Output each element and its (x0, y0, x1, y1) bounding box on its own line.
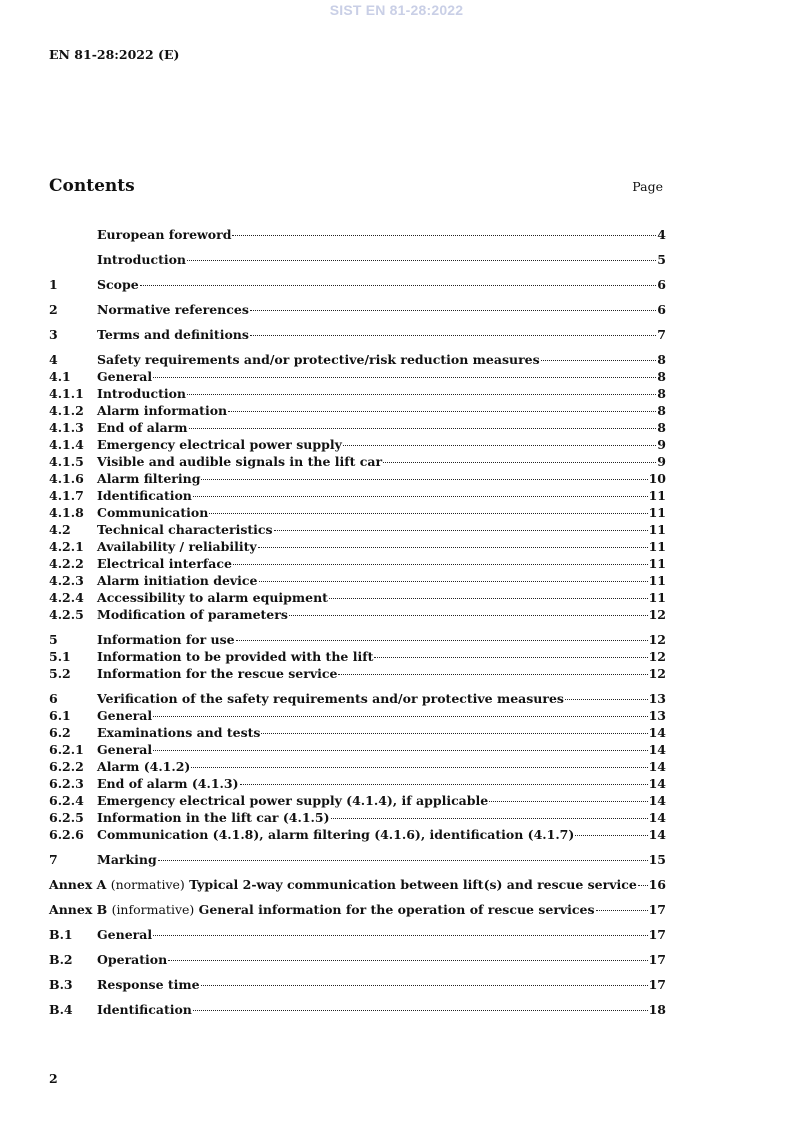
toc-entry-page: 14 (648, 742, 666, 757)
toc-entry-title: Safety requirements and/or protective/risk reduction measures (97, 352, 540, 367)
toc-annex-entry[interactable] (49, 876, 666, 893)
toc-entry-number: 4.2 (49, 522, 71, 537)
toc-entry[interactable] (49, 758, 666, 775)
annex-title: Typical 2-way communication between lift(s) and rescue service (189, 877, 637, 892)
toc-entry-page: 18 (648, 1002, 666, 1017)
toc-entry-number: 6.2.6 (49, 827, 84, 842)
toc-entry-page: 8 (657, 352, 666, 367)
toc-entry-title: Alarm information (97, 403, 228, 418)
toc-entry-number: 7 (49, 852, 58, 867)
toc-entry-number: 4.1.3 (49, 420, 84, 435)
toc-entry-number: 4.1.7 (49, 488, 84, 503)
dot-leader (289, 615, 648, 616)
dot-leader (201, 985, 648, 986)
toc-entry-page: 12 (648, 649, 666, 664)
toc-entry-number: 4 (49, 352, 58, 367)
dot-leader (232, 235, 656, 236)
dot-leader (191, 767, 647, 768)
toc-entry[interactable] (49, 301, 666, 318)
toc-entry-page: 17 (648, 927, 666, 942)
toc-entry[interactable] (49, 606, 666, 623)
toc-entry-page: 10 (648, 471, 666, 486)
toc-entry-page: 17 (648, 902, 666, 917)
toc-entry-title: Information for use (97, 632, 235, 647)
toc-entry[interactable] (49, 326, 666, 343)
dot-leader (489, 801, 647, 802)
toc-entry-page: 12 (648, 607, 666, 622)
toc-entry-number: 6 (49, 691, 58, 706)
toc-entry[interactable] (49, 368, 666, 385)
toc-entry-page: 14 (648, 793, 666, 808)
toc-entry-page: 14 (648, 810, 666, 825)
toc-annex-entry[interactable] (49, 901, 666, 918)
toc-entry-page: 13 (648, 708, 666, 723)
toc-entry[interactable] (49, 690, 666, 707)
dot-leader (187, 260, 656, 261)
toc-entry-number: 5.2 (49, 666, 71, 681)
dot-leader (541, 360, 657, 361)
toc-entry[interactable] (49, 402, 666, 419)
toc-entry-page: 16 (648, 877, 666, 892)
toc-entry-number: 3 (49, 327, 58, 342)
toc-entry[interactable] (49, 555, 666, 572)
toc-entry-page: 14 (648, 725, 666, 740)
dot-leader (261, 733, 647, 734)
toc-entry-title: Identification (97, 1002, 192, 1017)
dot-leader (259, 581, 648, 582)
toc-entry-page: 11 (648, 522, 666, 537)
dot-leader (258, 547, 648, 548)
toc-entry[interactable] (49, 487, 666, 504)
annex-kind: (normative) (110, 877, 185, 892)
toc-entry[interactable] (49, 648, 666, 665)
dot-leader (240, 784, 648, 785)
toc-entry-title: Verification of the safety requirements and/or protective measures (97, 691, 564, 706)
toc-entry-number: B.1 (49, 927, 73, 942)
toc-entry-number: 6.2.3 (49, 776, 84, 791)
toc-entry-number: 6.1 (49, 708, 71, 723)
dot-leader (140, 285, 657, 286)
toc-entry[interactable] (49, 589, 666, 606)
toc-entry-title: Technical characteristics (97, 522, 273, 537)
toc-entry[interactable] (49, 809, 666, 826)
dot-leader (168, 960, 647, 961)
toc-entry[interactable] (49, 741, 666, 758)
toc-entry-title: General (97, 369, 153, 384)
toc-entry[interactable] (49, 826, 666, 843)
toc-entry-number: B.2 (49, 952, 73, 967)
toc-entry-number: 4.1 (49, 369, 71, 384)
contents-title: Contents (49, 176, 135, 196)
toc-entry-title: Marking (97, 852, 157, 867)
toc-entry-title: Operation (97, 952, 168, 967)
toc-entry-page: 5 (657, 252, 666, 267)
toc-entry-title: Identification (97, 488, 192, 503)
contents-header (49, 176, 663, 200)
toc-entry-title: Information to be provided with the lift (97, 649, 374, 664)
toc-entry-title: End of alarm (97, 420, 188, 435)
dot-leader (153, 716, 647, 717)
toc-entry-number: B.3 (49, 977, 73, 992)
toc-entry-number: 4.1.6 (49, 471, 84, 486)
toc-entry-page: 14 (648, 759, 666, 774)
toc-entry-number: 4.1.1 (49, 386, 84, 401)
toc-entry-page: 12 (648, 632, 666, 647)
toc-entry-title (49, 901, 595, 918)
toc-entry[interactable] (49, 707, 666, 724)
toc-entry-number: 4.1.8 (49, 505, 84, 520)
toc-entry-number: 1 (49, 277, 58, 292)
dot-leader (209, 513, 647, 514)
toc-entry-title: End of alarm (4.1.3) (97, 776, 239, 791)
toc-entry-page: 6 (657, 302, 666, 317)
toc-entry-page: 9 (657, 437, 666, 452)
page-number: 2 (49, 1071, 58, 1086)
dot-leader (233, 564, 648, 565)
dot-leader (201, 479, 647, 480)
toc-entry-number: 4.1.2 (49, 403, 84, 418)
toc-entry-number: 4.1.5 (49, 454, 84, 469)
dot-leader (374, 657, 647, 658)
toc-entry-page: 15 (648, 852, 666, 867)
toc-entry-title: Availability / reliability (97, 539, 257, 554)
annex-title: General information for the operation of rescue services (198, 902, 595, 917)
toc-entry-page: 8 (657, 420, 666, 435)
dot-leader (565, 699, 648, 700)
toc-entry-number: B.4 (49, 1002, 73, 1017)
toc-entry[interactable] (49, 572, 666, 589)
toc-entry-number: 6.2.1 (49, 742, 84, 757)
annex-label: Annex B (49, 902, 108, 917)
toc-entry-title: Communication (4.1.8), alarm filtering (4.1.6), identification (4.1.7) (97, 827, 575, 842)
toc-entry[interactable] (49, 976, 666, 993)
toc-entry[interactable] (49, 1001, 666, 1018)
dot-leader (575, 835, 647, 836)
toc-entry[interactable] (49, 521, 666, 538)
toc-entry[interactable] (49, 665, 666, 682)
toc-entry-title: Introduction (97, 386, 187, 401)
toc-entry-title: Emergency electrical power supply (4.1.4), if applicable (97, 793, 489, 808)
dot-leader (274, 530, 648, 531)
dot-leader (153, 935, 647, 936)
toc-entry[interactable] (49, 775, 666, 792)
toc-entry-title: Alarm (4.1.2) (97, 759, 191, 774)
dot-leader (250, 335, 656, 336)
toc-entry-page: 8 (657, 369, 666, 384)
toc-entry-title: Accessibility to alarm equipment (97, 590, 328, 605)
toc-entry[interactable] (49, 251, 666, 268)
toc-entry-title: Modification of parameters (97, 607, 288, 622)
toc-entry-title: Information in the lift car (4.1.5) (97, 810, 330, 825)
toc-entry-number: 4.2.5 (49, 607, 84, 622)
toc-entry-page: 11 (648, 488, 666, 503)
toc-entry-title: General (97, 742, 153, 757)
toc-entry-page: 17 (648, 952, 666, 967)
toc-entry[interactable] (49, 226, 666, 243)
toc-entry-page: 6 (657, 277, 666, 292)
toc-entry-page: 11 (648, 573, 666, 588)
toc-entry-title: European foreword (97, 227, 232, 242)
toc-entry-page: 11 (648, 590, 666, 605)
toc-entry-title: Introduction (97, 252, 187, 267)
toc-entry[interactable] (49, 385, 666, 402)
toc-entry-page: 7 (657, 327, 666, 342)
dot-leader (193, 1010, 648, 1011)
dot-leader (228, 411, 656, 412)
toc-entry-page: 4 (657, 227, 666, 242)
toc-entry[interactable] (49, 792, 666, 809)
dot-leader (331, 818, 648, 819)
toc-entry-title: Alarm filtering (97, 471, 201, 486)
dot-leader (638, 885, 648, 886)
dot-leader (187, 394, 656, 395)
dot-leader (236, 640, 648, 641)
dot-leader (189, 428, 657, 429)
toc-entry[interactable] (49, 951, 666, 968)
toc-entry[interactable] (49, 724, 666, 741)
toc-entry-number: 4.2.1 (49, 539, 84, 554)
toc-entry[interactable] (49, 851, 666, 868)
toc-entry-title: Scope (97, 277, 139, 292)
toc-entry[interactable] (49, 504, 666, 521)
toc-entry-title: Visible and audible signals in the lift car (97, 454, 383, 469)
annex-kind: (informative) (111, 902, 195, 917)
toc-entry[interactable] (49, 276, 666, 293)
toc-entry-page: 14 (648, 827, 666, 842)
toc-entry-title: Electrical interface (97, 556, 232, 571)
annex-label: Annex A (49, 877, 107, 892)
toc-entry-number: 6.2.2 (49, 759, 84, 774)
dot-leader (338, 674, 647, 675)
toc-entry-title: Normative references (97, 302, 249, 317)
toc-entry-title: General (97, 927, 153, 942)
toc-entry-title (49, 876, 637, 893)
toc-entry-page: 8 (657, 386, 666, 401)
toc-entry-number: 6.2.5 (49, 810, 84, 825)
toc-entry[interactable] (49, 351, 666, 368)
dot-leader (383, 462, 656, 463)
toc-entry-number: 5 (49, 632, 58, 647)
toc-entry[interactable] (49, 436, 666, 453)
toc-entry[interactable] (49, 926, 666, 943)
toc-entry-page: 14 (648, 776, 666, 791)
toc-entry-page: 9 (657, 454, 666, 469)
table-of-contents (49, 226, 666, 1018)
watermark: SIST EN 81-28:2022 (329, 2, 464, 18)
toc-entry-page: 13 (648, 691, 666, 706)
toc-entry-number: 4.1.4 (49, 437, 84, 452)
toc-entry[interactable] (49, 453, 666, 470)
toc-entry-number: 2 (49, 302, 58, 317)
dot-leader (250, 310, 656, 311)
toc-entry-page: 11 (648, 539, 666, 554)
toc-entry-number: 5.1 (49, 649, 71, 664)
page-column-label: Page (632, 179, 663, 194)
toc-entry-title: Response time (97, 977, 200, 992)
toc-entry-page: 11 (648, 556, 666, 571)
toc-entry-page: 12 (648, 666, 666, 681)
document-id: EN 81-28:2022 (E) (49, 47, 180, 62)
toc-entry-title: Alarm initiation device (97, 573, 258, 588)
toc-entry-page: 11 (648, 505, 666, 520)
toc-entry-title: Communication (97, 505, 209, 520)
toc-entry-title: Terms and definitions (97, 327, 249, 342)
toc-entry-number: 4.2.4 (49, 590, 84, 605)
toc-entry[interactable] (49, 470, 666, 487)
toc-entry-title: General (97, 708, 153, 723)
toc-entry-title: Examinations and tests (97, 725, 261, 740)
toc-entry-number: 6.2.4 (49, 793, 84, 808)
toc-entry-page: 17 (648, 977, 666, 992)
toc-entry-number: 4.2.2 (49, 556, 84, 571)
toc-entry-number: 4.2.3 (49, 573, 84, 588)
dot-leader (596, 910, 648, 911)
dot-leader (193, 496, 648, 497)
dot-leader (153, 750, 647, 751)
toc-entry-title: Emergency electrical power supply (97, 437, 342, 452)
dot-leader (329, 598, 648, 599)
toc-entry[interactable] (49, 538, 666, 555)
dot-leader (153, 377, 656, 378)
toc-entry[interactable] (49, 419, 666, 436)
toc-entry-page: 8 (657, 403, 666, 418)
toc-entry[interactable] (49, 631, 666, 648)
dot-leader (343, 445, 656, 446)
dot-leader (158, 860, 648, 861)
toc-entry-title: Information for the rescue service (97, 666, 338, 681)
toc-entry-number: 6.2 (49, 725, 71, 740)
